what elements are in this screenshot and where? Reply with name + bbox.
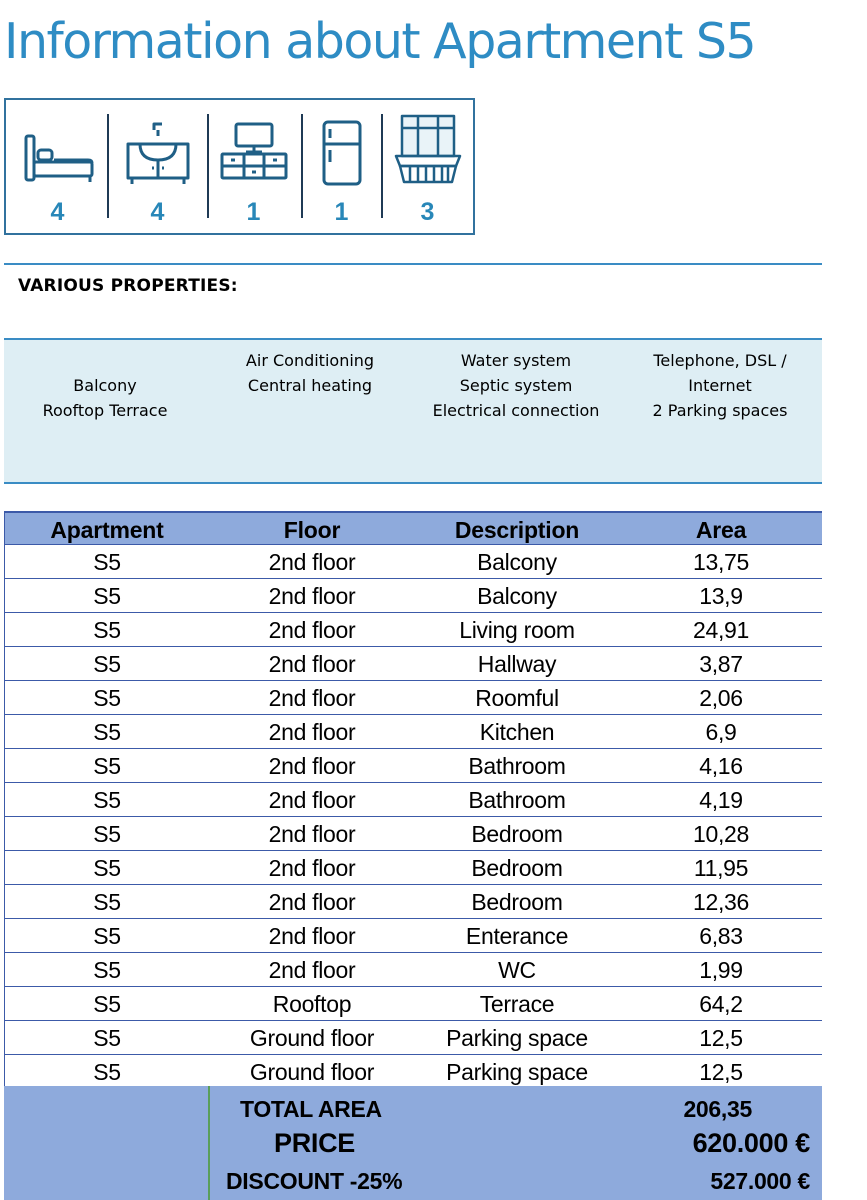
cell-area: 12,5 [699, 1025, 743, 1051]
cell-apartment: S5 [93, 753, 121, 779]
cell-floor: 2nd floor [268, 583, 356, 609]
cell-area: 4,19 [699, 787, 743, 813]
cell-apartment: S5 [93, 855, 121, 881]
table-row [4, 817, 822, 851]
cell-area: 11,95 [693, 855, 749, 881]
bed-icon [18, 114, 98, 194]
kitchen-count: 1 [334, 198, 350, 226]
cell-area: 2,06 [699, 685, 743, 711]
area-table [4, 511, 822, 1089]
features-panel [4, 98, 475, 235]
price-label: PRICE [274, 1128, 356, 1158]
page-title: Information about Apartment S5 [4, 13, 756, 70]
discount-label: DISCOUNT -25% [226, 1168, 403, 1194]
cell-floor: 2nd floor [268, 957, 356, 983]
cell-apartment: S5 [93, 685, 121, 711]
cell-description: Hallway [477, 651, 557, 677]
cell-floor: 2nd floor [268, 685, 356, 711]
cell-floor: 2nd floor [268, 821, 356, 847]
table-row [4, 647, 822, 681]
cell-description: WC [498, 957, 536, 983]
cell-apartment: S5 [93, 889, 121, 915]
table-body [4, 545, 822, 1089]
balcony-count: 3 [420, 198, 436, 226]
section-divider [4, 482, 822, 484]
cell-floor: 2nd floor [268, 753, 356, 779]
total-area-value: 206,35 [683, 1096, 752, 1122]
cell-area: 6,83 [699, 923, 743, 949]
table-row [4, 545, 822, 579]
cell-apartment: S5 [93, 617, 121, 643]
feature-divider [207, 114, 209, 218]
total-area-label: TOTAL AREA [240, 1096, 382, 1122]
cell-floor: 2nd floor [268, 617, 356, 643]
property-item: Air Conditioning [245, 351, 375, 370]
property-item: Rooftop Terrace [42, 401, 168, 420]
property-item: 2 Parking spaces [652, 401, 788, 420]
cell-apartment: S5 [93, 1059, 121, 1085]
cell-description: Kitchen [479, 719, 555, 745]
cell-apartment: S5 [93, 549, 121, 575]
properties-heading: VARIOUS PROPERTIES: [18, 276, 238, 296]
property-item: Electrical connection [432, 401, 600, 420]
properties-panel [4, 340, 822, 482]
properties-column [206, 348, 414, 398]
column-header-floor: Floor [283, 517, 341, 543]
table-row [4, 681, 822, 715]
properties-column [414, 348, 618, 423]
cell-floor: 2nd floor [268, 855, 356, 881]
cell-description: Terrace [479, 991, 555, 1017]
property-item: Balcony [73, 376, 137, 395]
discount-value: 527.000 € [710, 1168, 810, 1194]
column-header-apartment: Apartment [50, 517, 164, 543]
column-header-area: Area [695, 517, 747, 543]
balcony-icon [388, 114, 468, 194]
table-row [4, 953, 822, 987]
cell-apartment: S5 [93, 583, 121, 609]
feature-kitchen [302, 114, 382, 230]
cell-description: Enterance [465, 923, 569, 949]
properties-column [4, 373, 206, 423]
totals-panel [4, 1086, 822, 1200]
cell-apartment: S5 [93, 923, 121, 949]
cell-floor: 2nd floor [268, 651, 356, 677]
cell-area: 3,87 [699, 651, 743, 677]
feature-bed [18, 114, 98, 230]
cell-description: Balcony [477, 549, 557, 575]
bathroom-sink-icon [118, 114, 198, 194]
cell-description: Bedroom [471, 855, 563, 881]
cell-area: 13,9 [699, 583, 743, 609]
table-row [4, 987, 822, 1021]
cell-floor: 2nd floor [268, 889, 356, 915]
cell-area: 6,9 [705, 719, 737, 745]
cell-description: Bedroom [471, 889, 563, 915]
property-item: Water system [460, 351, 572, 370]
cell-description: Balcony [477, 583, 557, 609]
cell-description: Bathroom [468, 753, 566, 779]
section-divider [4, 263, 822, 265]
table-row [4, 749, 822, 783]
totals-divider [208, 1086, 210, 1200]
cell-area: 10,28 [692, 821, 750, 847]
cell-area: 12,36 [692, 889, 750, 915]
cell-area: 12,5 [699, 1059, 743, 1085]
property-item: Septic system [459, 376, 573, 395]
cell-floor: 2nd floor [268, 787, 356, 813]
cell-floor: 2nd floor [268, 923, 356, 949]
cell-apartment: S5 [93, 957, 121, 983]
table-row [4, 1021, 822, 1055]
cell-apartment: S5 [93, 787, 121, 813]
property-item: Central heating [247, 376, 373, 395]
bathroom-count: 4 [150, 198, 166, 226]
table-row [4, 1055, 822, 1089]
table-row [4, 613, 822, 647]
cell-apartment: S5 [93, 821, 121, 847]
cell-floor: Ground floor [249, 1025, 375, 1051]
refrigerator-icon [302, 114, 382, 194]
table-row [4, 783, 822, 817]
cell-floor: 2nd floor [268, 549, 356, 575]
cell-apartment: S5 [93, 991, 121, 1017]
property-item: Internet [688, 376, 752, 395]
feature-divider [381, 114, 383, 218]
table-row [4, 885, 822, 919]
bed-count: 4 [50, 198, 66, 226]
feature-balcony [388, 114, 468, 230]
cell-description: Parking space [446, 1025, 588, 1051]
cell-floor: Ground floor [249, 1059, 375, 1085]
cell-area: 24,91 [692, 617, 750, 643]
table-row [4, 851, 822, 885]
cell-area: 64,2 [699, 991, 743, 1017]
cell-apartment: S5 [93, 719, 121, 745]
cell-apartment: S5 [93, 1025, 121, 1051]
cell-area: 1,99 [699, 957, 743, 983]
table-row [4, 715, 822, 749]
tv-cabinet-icon [214, 114, 294, 194]
feature-bathroom [118, 114, 198, 230]
cell-floor: Rooftop [272, 991, 352, 1017]
cell-description: Parking space [446, 1059, 588, 1085]
cell-floor: 2nd floor [268, 719, 356, 745]
table-row [4, 919, 822, 953]
table-header-row [4, 511, 822, 545]
cell-description: Bedroom [471, 821, 563, 847]
cell-description: Roomful [475, 685, 559, 711]
cell-area: 4,16 [699, 753, 743, 779]
property-item: Telephone, DSL / [653, 351, 787, 370]
living-count: 1 [246, 198, 262, 226]
feature-divider [107, 114, 109, 218]
properties-column [618, 348, 822, 423]
feature-living [214, 114, 294, 230]
cell-area: 13,75 [692, 549, 750, 575]
cell-description: Bathroom [468, 787, 566, 813]
price-value: 620.000 € [692, 1128, 810, 1158]
cell-description: Living room [459, 617, 575, 643]
cell-apartment: S5 [93, 651, 121, 677]
column-header-description: Description [454, 517, 580, 543]
table-row [4, 579, 822, 613]
